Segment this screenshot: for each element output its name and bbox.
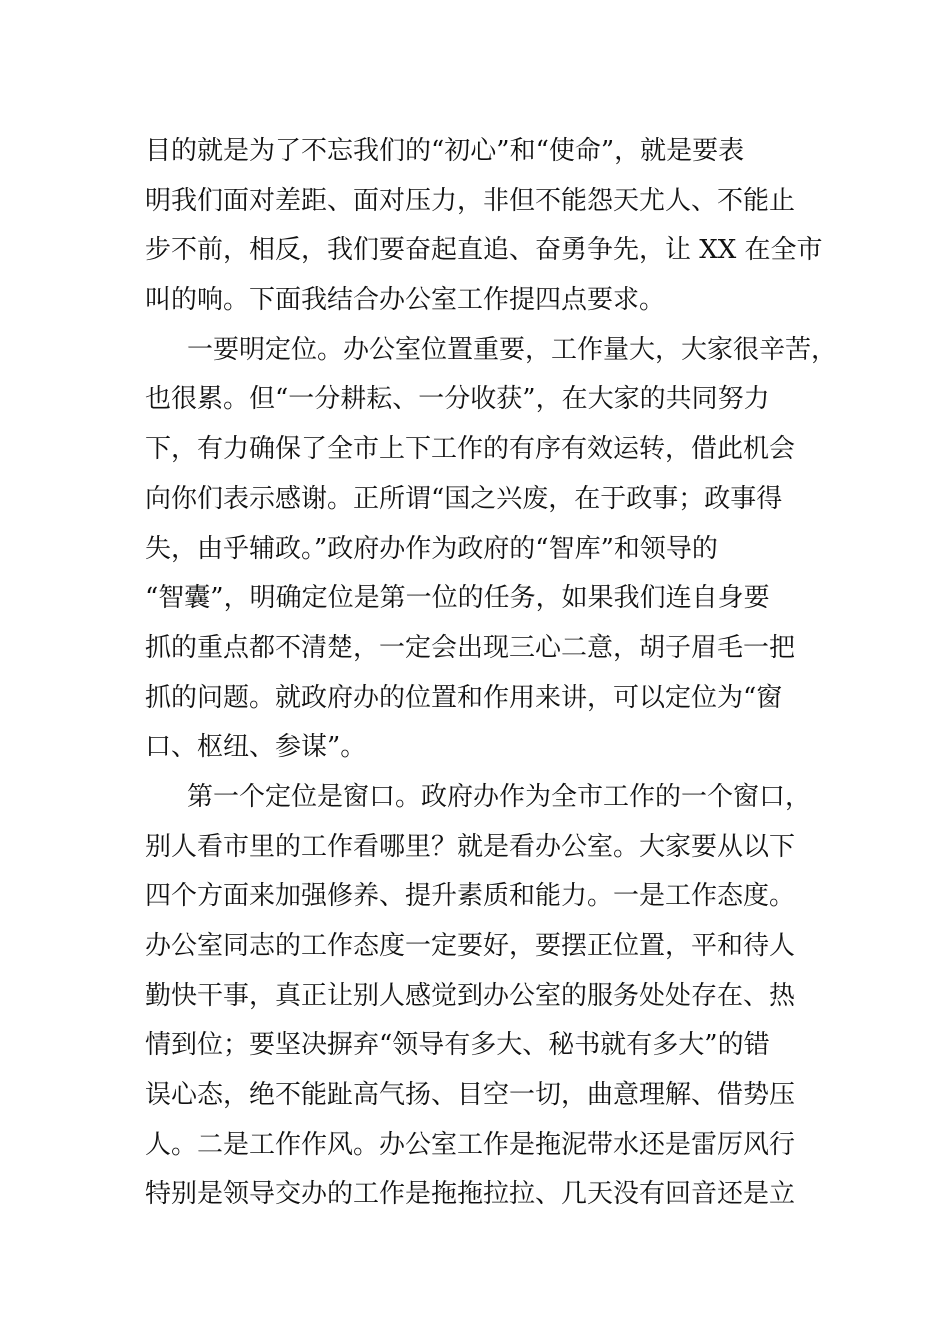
text-line: 抓的问题。就政府办的位置和作用来讲，可以定位为“窗: [145, 682, 783, 713]
text-line: 勤快干事，真正让别人感觉到办公室的服务处处存在、热: [145, 980, 796, 1011]
text-line: 明我们面对差距、面对压力，非但不能怨天尤人、不能止: [145, 185, 796, 216]
text-line: 特别是领导交办的工作是拖拖拉拉、几天没有回音还是立: [145, 1179, 796, 1210]
text-line: 一要明定位。办公室位置重要，工作量大，大家很辛苦，: [187, 334, 838, 365]
text-line: 第一个定位是窗口。政府办作为全市工作的一个窗口，: [187, 781, 812, 812]
paragraph-positioning: [145, 326, 838, 773]
document-body: [145, 127, 838, 1220]
text-line: 别人看市里的工作看哪里？就是看办公室。大家要从以下: [145, 831, 796, 862]
text-line: “智囊”，明确定位是第一位的任务，如果我们连自身要: [145, 583, 770, 614]
text-line: 叫的响。下面我结合办公室工作提四点要求。: [145, 285, 666, 316]
text-line: 失，由乎辅政。”政府办作为政府的“智库”和领导的: [145, 533, 718, 564]
text-line: 抓的重点都不清楚，一定会出现三心二意，胡子眉毛一把: [145, 632, 796, 663]
paragraph-intro: [145, 127, 823, 326]
text-line: 人。二是工作作风。办公室工作是拖泥带水还是雷厉风行: [145, 1129, 796, 1160]
paragraph-window: [145, 773, 812, 1220]
text-line: 向你们表示感谢。正所谓“国之兴废，在于政事；政事得: [145, 483, 783, 514]
text-line: 情到位；要坚决摒弃“领导有多大、秘书就有多大”的错: [145, 1030, 770, 1061]
text-line: 办公室同志的工作态度一定要好，要摆正位置，平和待人: [145, 931, 796, 961]
text-line: 下，有力确保了全市上下工作的有序有效运转，借此机会: [145, 434, 796, 465]
text-line: 步不前，相反，我们要奋起直追、奋勇争先，让 XX 在全市: [145, 235, 823, 266]
text-line: 误心态，绝不能趾高气扬、目空一切，曲意理解、借势压: [145, 1080, 796, 1111]
text-line: 口、枢纽、参谋”。: [145, 732, 367, 763]
text-line: 四个方面来加强修养、提升素质和能力。一是工作态度。: [145, 881, 796, 912]
text-line: 也很累。但“一分耕耘、一分收获”，在大家的共同努力: [145, 384, 770, 415]
text-line: 目的就是为了不忘我们的“初心”和“使命”，就是要表: [145, 136, 745, 166]
